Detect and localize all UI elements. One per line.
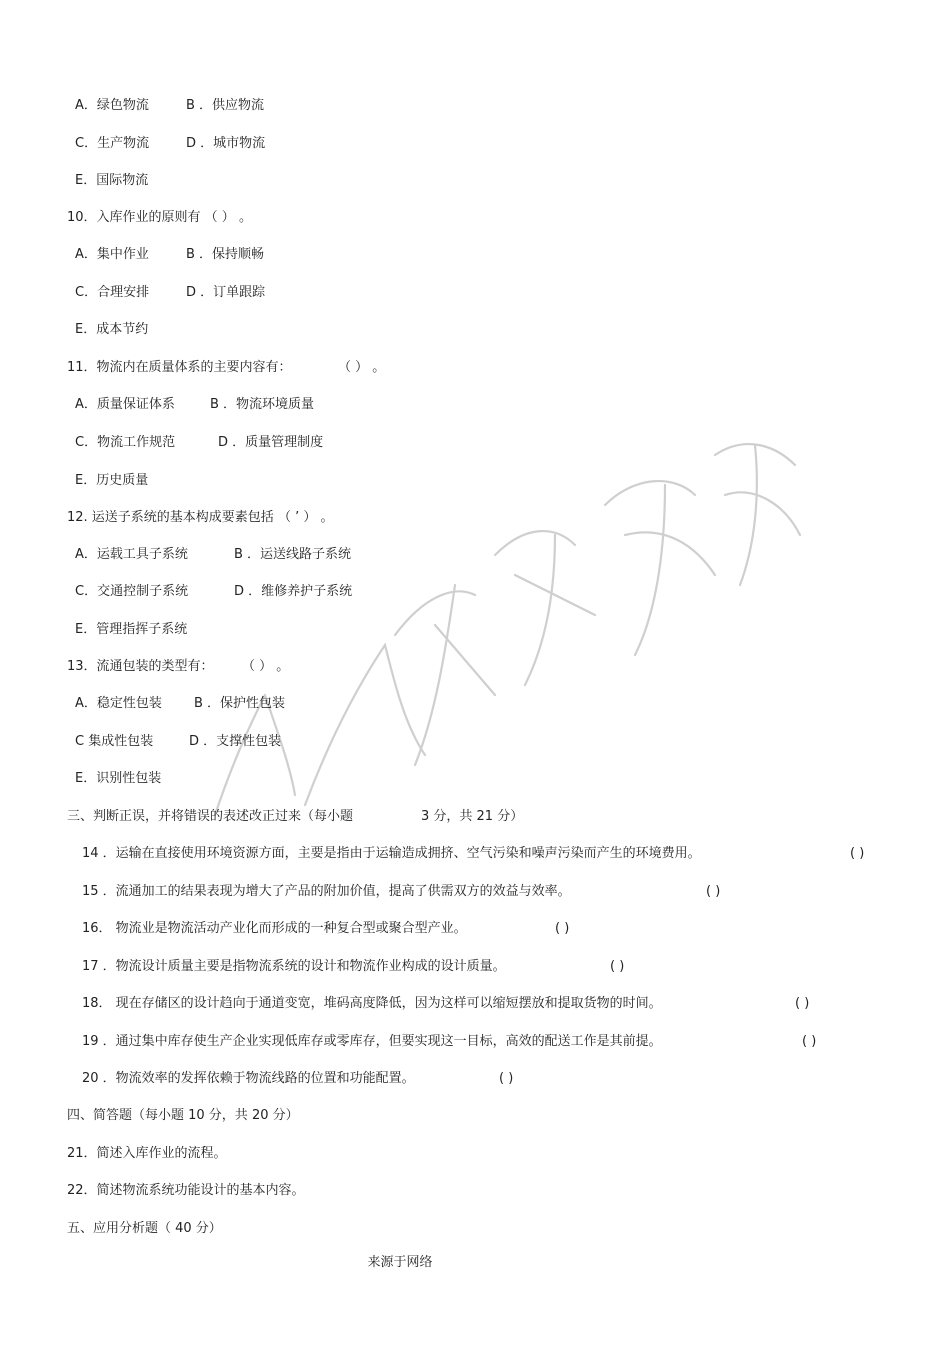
- option-d: D ．质量管理制度: [218, 435, 324, 450]
- option-a: A．集中作业: [75, 247, 149, 262]
- option-d: D ．维修养护子系统: [234, 584, 353, 599]
- page-footer: 来源于网络: [367, 1255, 433, 1270]
- judgment-17: 17 ．物流设计质量主要是指物流系统的设计和物流作业构成的设计质量。: [82, 959, 506, 974]
- answer-paren: （ ） 。: [338, 360, 386, 375]
- judgment-mark: ( ): [499, 1071, 514, 1086]
- section-5-heading: 五、应用分析题（ 40 分）: [67, 1221, 222, 1236]
- question-21: 21．简述入库作业的流程。: [67, 1146, 227, 1161]
- option-a: A．运载工具子系统: [75, 547, 188, 562]
- question-22: 22．简述物流系统功能设计的基本内容。: [67, 1183, 305, 1198]
- option-e: E．成本节约: [75, 322, 149, 337]
- judgment-20: 20 ．物流效率的发挥依赖于物流线路的位置和功能配置。: [82, 1071, 415, 1086]
- judgment-14: 14 ．运输在直接使用环境资源方面，主要是指由于运输造成拥挤、空气污染和噪声污染而产生的环境费用。: [82, 846, 701, 861]
- judgment-18: 18． 现在存储区的设计趋向于通道变宽，堆码高度降低，因为这样可以缩短摆放和提取货物的时间。: [82, 996, 662, 1011]
- option-a: A．稳定性包装: [75, 696, 162, 711]
- judgment-mark: ( ): [802, 1034, 817, 1049]
- option-e: E．国际物流: [75, 173, 149, 188]
- section-3-score: 3 分，共 21 分）: [421, 809, 524, 824]
- judgment-mark: ( ): [795, 996, 810, 1011]
- option-c: C．物流工作规范: [75, 435, 176, 450]
- option-b: B ．运送线路子系统: [234, 547, 352, 562]
- judgment-mark: ( ): [850, 846, 865, 861]
- option-d: D ．订单跟踪: [186, 285, 266, 300]
- section-3-heading: 三、判断正误，并将错误的表述改正过来（每小题: [67, 809, 354, 824]
- judgment-mark: ( ): [555, 921, 570, 936]
- option-e: E．管理指挥子系统: [75, 622, 188, 637]
- option-c: C．交通控制子系统: [75, 584, 189, 599]
- judgment-mark: ( ): [706, 884, 721, 899]
- option-b: B ．保持顺畅: [186, 247, 265, 262]
- option-b: B ．供应物流: [186, 98, 265, 113]
- judgment-16: 16． 物流业是物流活动产业化而形成的一种复合型或聚合型产业。: [82, 921, 467, 936]
- question-12: 12. 运送子系统的基本构成要素包括 （ ’ ） 。: [67, 510, 334, 525]
- option-a: A．绿色物流: [75, 98, 149, 113]
- judgment-15: 15 ．流通加工的结果表现为增大了产品的附加价值，提高了供需双方的效益与效率。: [82, 884, 571, 899]
- answer-paren: （ ） 。: [242, 659, 290, 674]
- option-e: E．历史质量: [75, 473, 149, 488]
- judgment-mark: ( ): [610, 959, 625, 974]
- option-b: B ．保护性包装: [194, 696, 286, 711]
- option-c: C．合理安排: [75, 285, 150, 300]
- option-d: D ．支撑性包装: [189, 734, 282, 749]
- option-a: A．质量保证体系: [75, 397, 175, 412]
- option-c: C 集成性包装: [75, 734, 154, 749]
- section-4-heading: 四、简答题（每小题 10 分，共 20 分）: [67, 1108, 299, 1123]
- option-c: C．生产物流: [75, 136, 150, 151]
- option-d: D ．城市物流: [186, 136, 266, 151]
- judgment-19: 19 ．通过集中库存使生产企业实现低库存或零库存，但要实现这一目标，高效的配送工作是其前提。: [82, 1034, 662, 1049]
- question-10: 10．入库作业的原则有 （ ） 。: [67, 210, 252, 225]
- question-13: 13．流通包装的类型有：: [67, 659, 214, 674]
- option-e: E．识别性包装: [75, 771, 162, 786]
- handwritten-watermark: [195, 395, 815, 835]
- option-b: B ．物流环境质量: [210, 397, 315, 412]
- question-11: 11．物流内在质量体系的主要内容有：: [67, 360, 292, 375]
